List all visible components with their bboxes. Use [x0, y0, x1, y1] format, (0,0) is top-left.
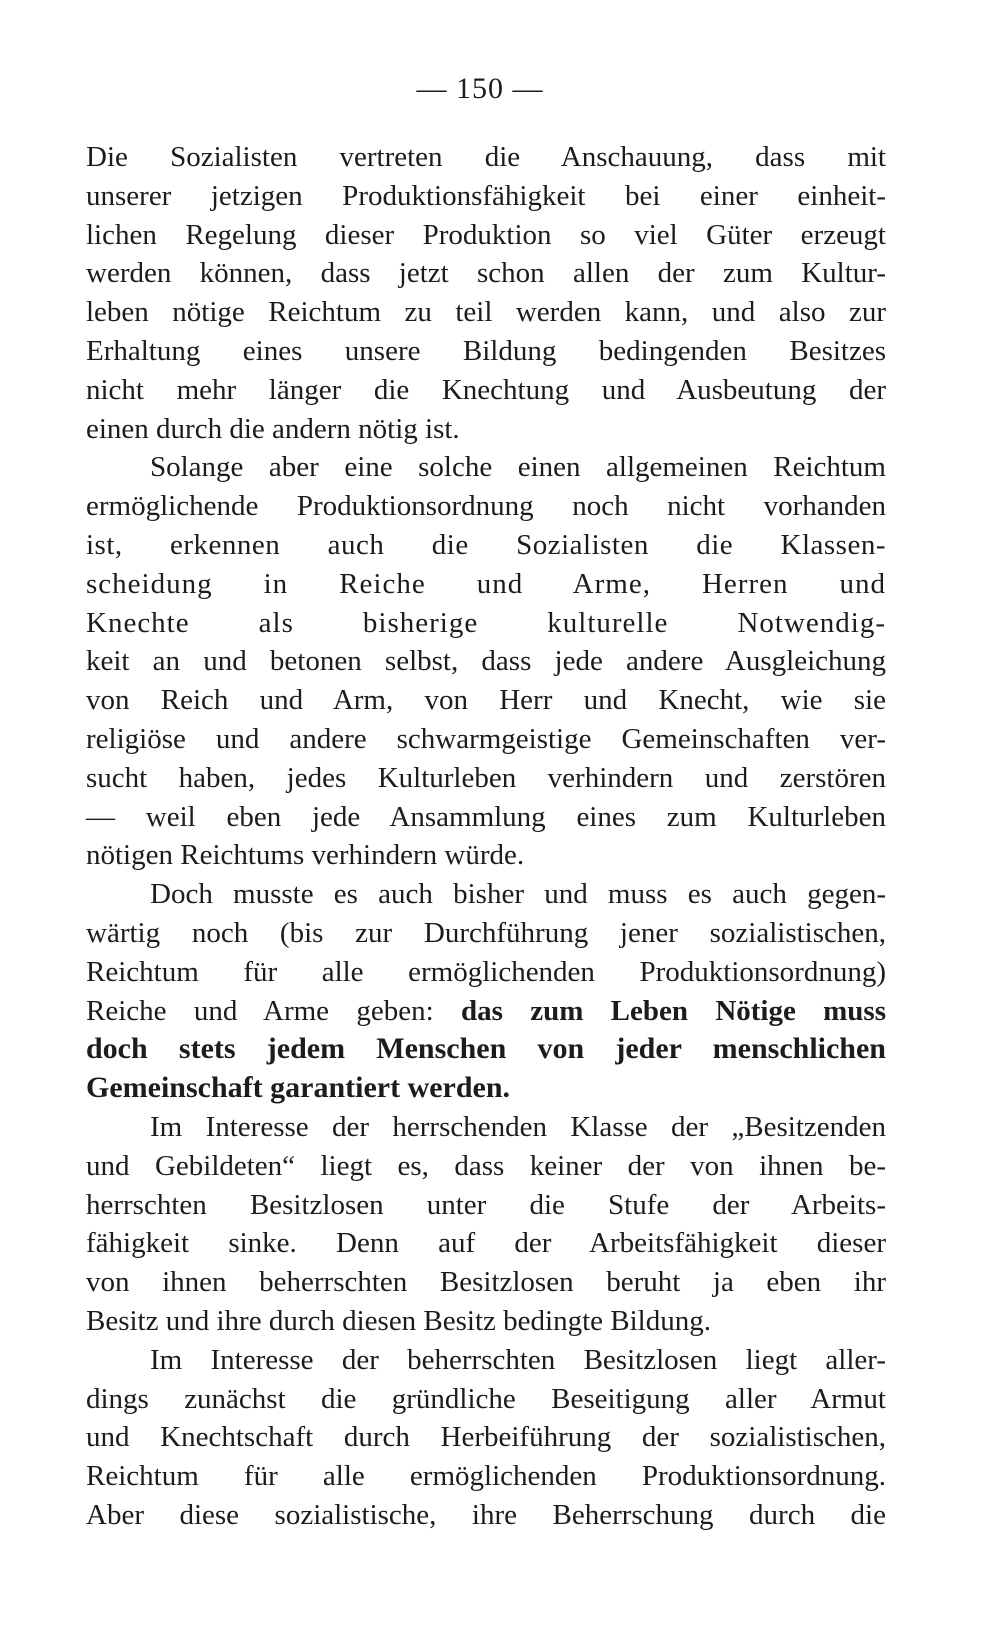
text-line: nicht mehr länger die Knechtung und Ausbeutung der: [86, 373, 886, 406]
text-line: sucht haben, jedes Kulturleben verhindern und zerstören: [86, 761, 886, 794]
emphasized-text-line: Gemeinschaft garantiert werden.: [86, 1071, 511, 1105]
text-line-mixed: [86, 992, 886, 1031]
text-line: von Reich und Arm, von Herr und Knecht, wie sie: [86, 684, 886, 717]
text-line: Im Interesse der beherrschten Besitzlosen liegt aller-: [150, 1343, 886, 1376]
text-line: von ihnen beherrschten Besitzlosen beruht ja eben ihr: [86, 1266, 886, 1299]
text-segment: Reiche und Arme geben:: [86, 994, 434, 1027]
text-line: keit an und betonen selbst, dass jede andere Ausgleichung: [86, 645, 886, 678]
text-line: einen durch die andern nötig ist.: [86, 412, 460, 445]
text-line: Reichtum für alle ermöglichenden Produktionsordnung): [86, 955, 886, 988]
text-line: religiöse und andere schwarmgeistige Gemeinschaften ver-: [86, 722, 886, 755]
text-line: ist, erkennen auch die Sozialisten die Klassen-: [86, 528, 886, 561]
emphasized-text-line: doch stets jedem Menschen von jeder menschlichen: [86, 1032, 886, 1066]
text-line: nötigen Reichtums verhindern würde.: [86, 839, 525, 872]
text-line: unserer jetzigen Produktionsfähigkeit bei einer einheit-: [86, 179, 886, 212]
emphasized-text: das zum Leben Nötige muss: [460, 994, 887, 1027]
text-line: Die Sozialisten vertreten die Anschauung, dass mit: [86, 141, 886, 173]
page-number: — 150 —: [416, 72, 544, 105]
text-line: Aber diese sozialistische, ihre Beherrschung durch die: [86, 1498, 886, 1531]
text-line: ermöglichende Produktionsordnung noch nicht vorhanden: [86, 490, 886, 523]
text-line: Doch musste es auch bisher und muss es auch gegen-: [150, 878, 886, 911]
text-line: Besitz und ihre durch diesen Besitz bedingte Bildung.: [86, 1304, 711, 1337]
page-body-text: [86, 138, 886, 1535]
text-line: und Gebildeten“ liegt es, dass keiner der von ihnen be-: [86, 1149, 886, 1182]
text-line: werden können, dass jetzt schon allen der zum Kultur-: [86, 257, 886, 290]
text-line: wärtig noch (bis zur Durchführung jener sozialistischen,: [86, 916, 886, 949]
text-line: fähigkeit sinke. Denn auf der Arbeitsfähigkeit dieser: [86, 1227, 886, 1260]
text-line: Reichtum für alle ermöglichenden Produktionsordnung.: [86, 1460, 886, 1493]
text-line: und Knechtschaft durch Herbeiführung der sozialistischen,: [86, 1421, 886, 1454]
text-line: Solange aber eine solche einen allgemeinen Reichtum: [150, 451, 886, 484]
text-line: Erhaltung eines unsere Bildung bedingenden Besitzes: [86, 334, 886, 367]
text-line: lichen Regelung dieser Produktion so viel Güter erzeugt: [86, 218, 886, 251]
text-line: leben nötige Reichtum zu teil werden kann, und also zur: [86, 296, 886, 329]
text-line: — weil eben jede Ansammlung eines zum Kulturleben: [86, 800, 886, 833]
text-line: scheidung in Reiche und Arme, Herren und: [86, 567, 886, 600]
text-line: herrschten Besitzlosen unter die Stufe der Arbeits-: [86, 1188, 886, 1221]
text-line: Knechte als bisherige kulturelle Notwendig-: [86, 606, 886, 639]
text-line: Im Interesse der herrschenden Klasse der „Besitzenden: [150, 1110, 886, 1143]
text-line: dings zunächst die gründliche Beseitigung aller Armut: [86, 1382, 886, 1415]
